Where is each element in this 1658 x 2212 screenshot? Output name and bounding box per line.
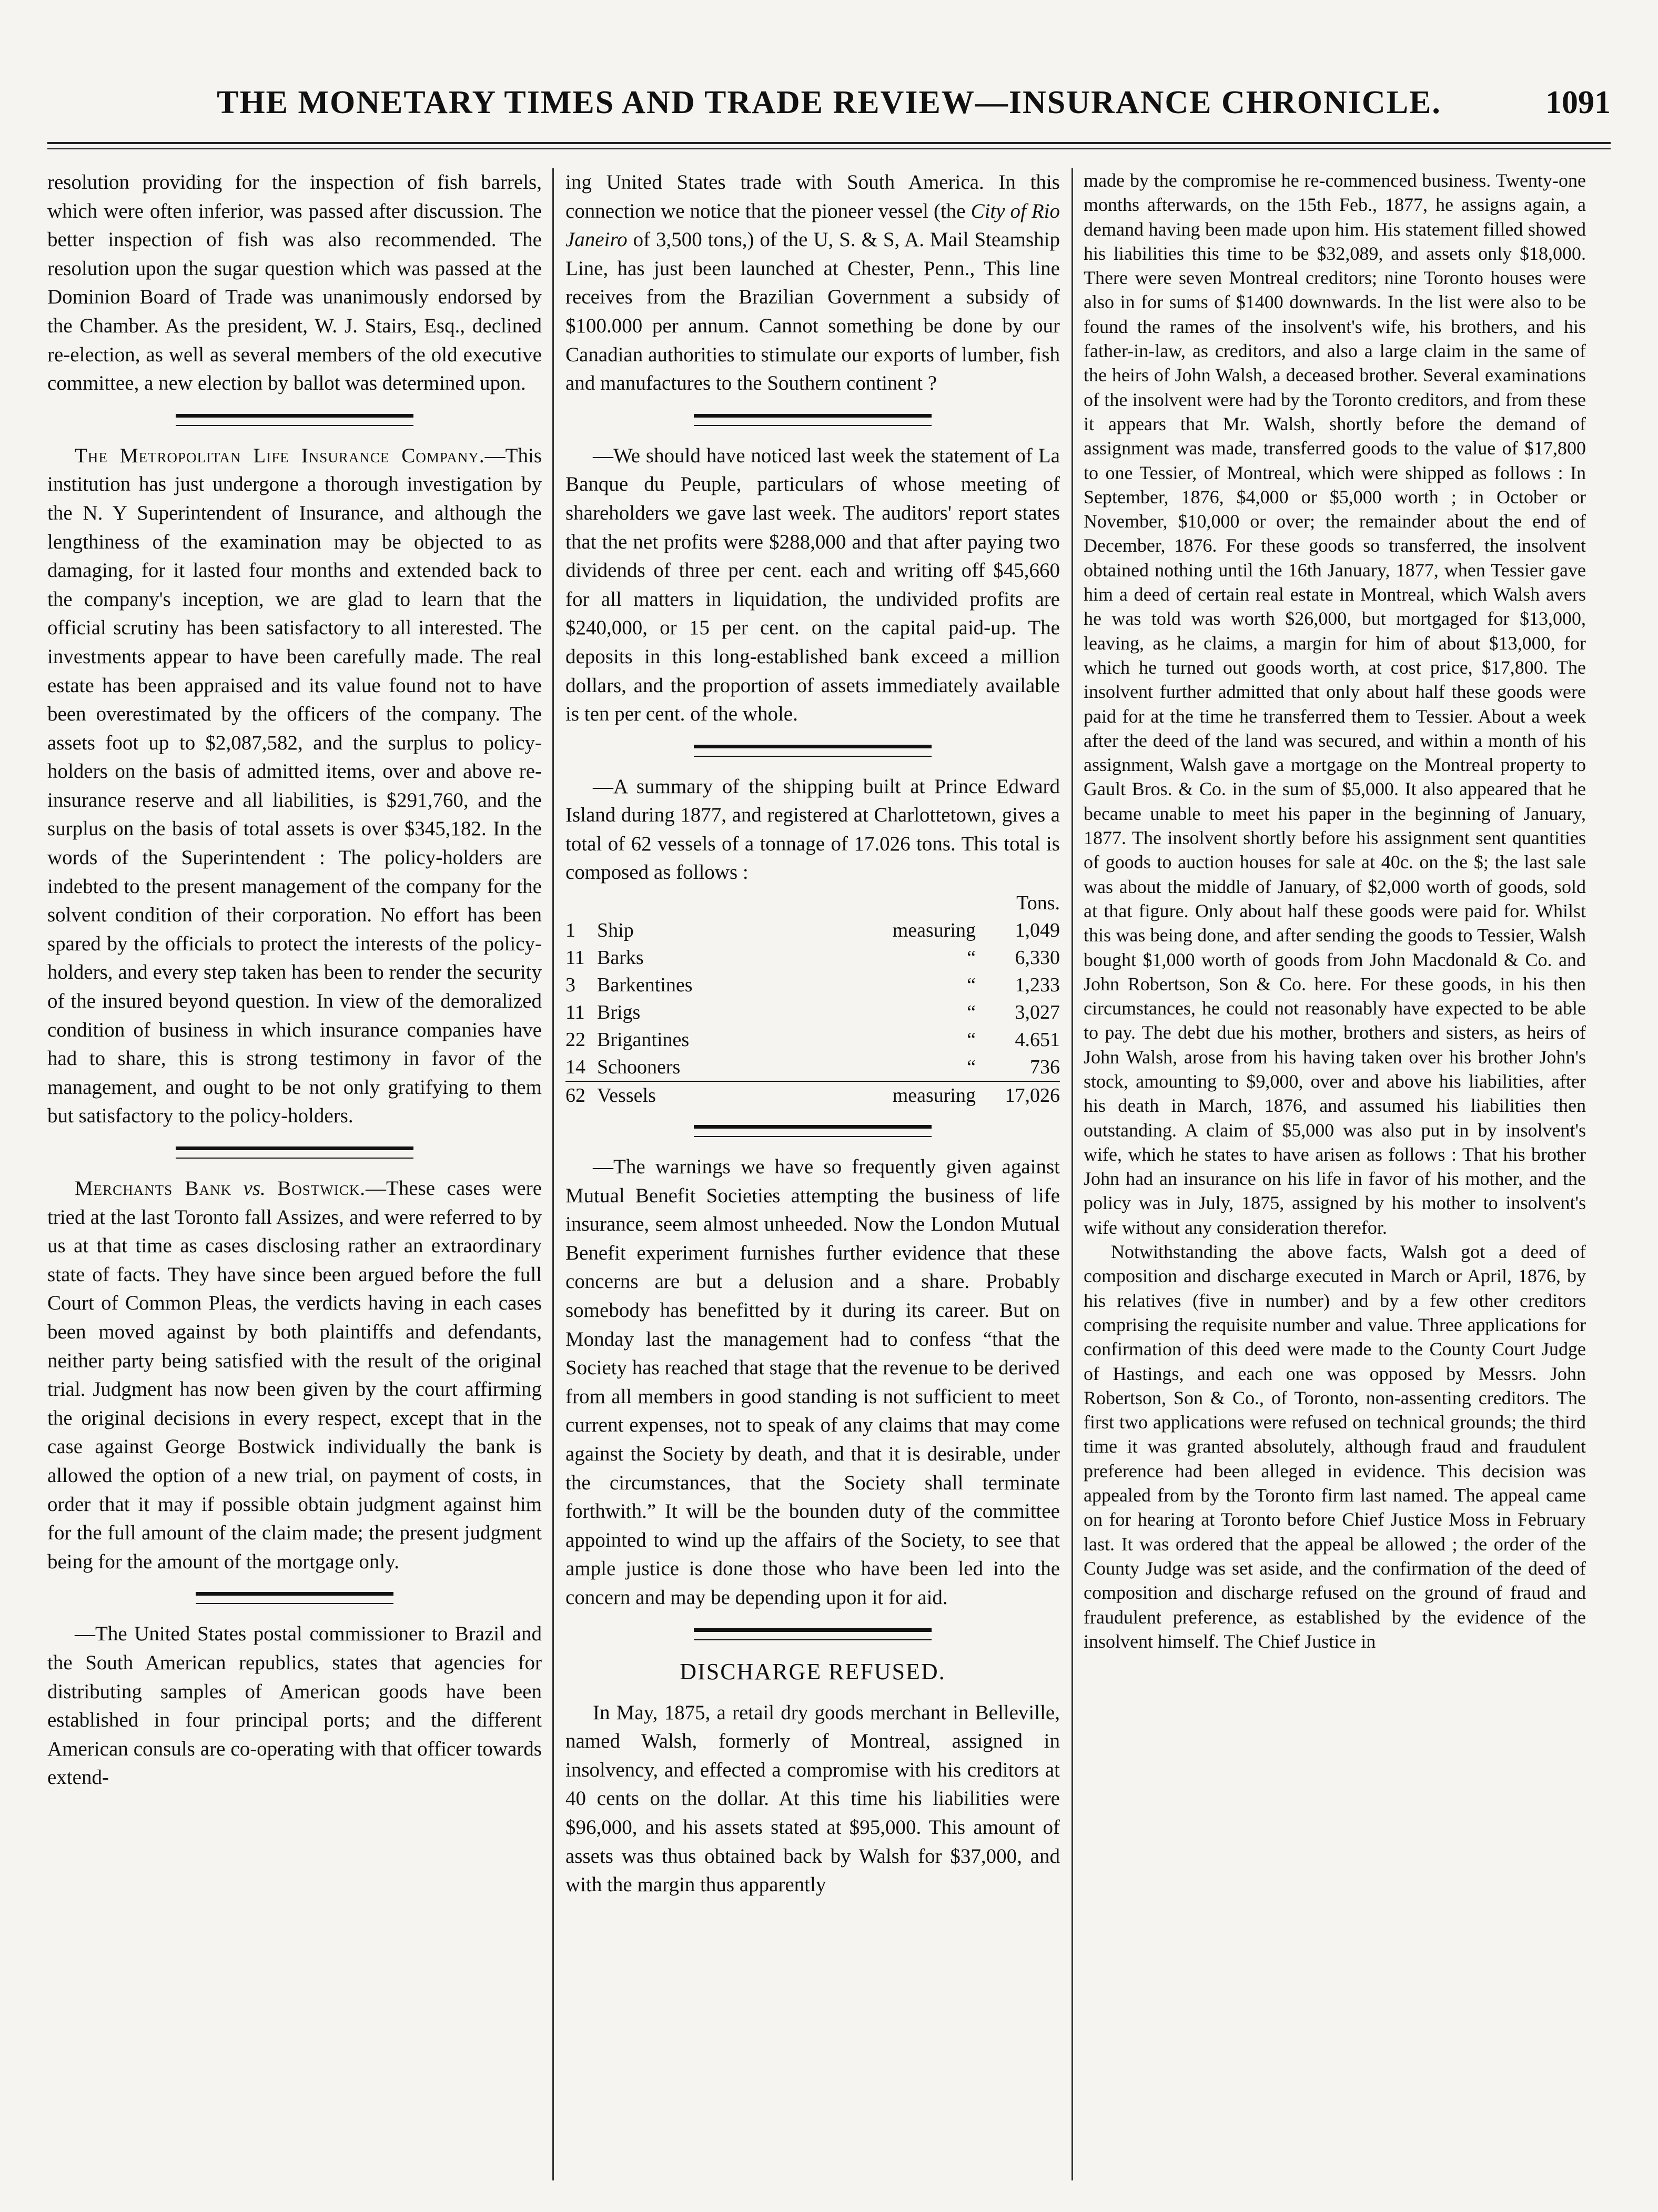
column-1 bbox=[47, 168, 542, 2180]
article-postal: —The United States postal commissioner to Brazil and the South American republics, states that agencies for distributing samples of American goods have been established in four principal ports; and the different American consuls are co-operating with that officer towards extend- bbox=[47, 1622, 542, 1789]
article-body: —This institution has just undergone a thorough investigation by the N. Y Superintendent of Insurance, and although the lengthiness of the examination may be objected to as damaging, for it lasted four months and extended back to the company's inception, we are glad to learn that the official scrutiny has been satisfactory to all interested. The investments appear to have been carefully made. The real estate has been appraised and its value found not to have been overestimated by the officers of the company. The assets foot up to $2,087,582, and the surplus to policy-holders on the basis of admitted items, over and above re-insurance reserve and all liabilities, is $291,760, and the surplus on the basis of total assets is over $345,182. In the words of the Superintendent : The policy-holders are indebted to the present management of the company for the solvent condition of their corporation. No effort has been spared by the officials to protect the interests of the policy-holders, and every step taken has been to render the security of the insured beyond question. In view of the demoralized condition of business in which insurance companies have had to share, this is strong testimony in favor of the management, and ought to be not only gratifying to them but satisfactory to the policy-holders. bbox=[47, 444, 542, 1128]
article-discharge: In May, 1875, a retail dry goods merchant in Belleville, named Walsh, formerly of Montreal, assigned in insolvency, and effected a compromise with his creditors at 40 cents on the dollar. At this time his liabilities were $96,000, and his assets stated at $95,000. This amount of assets was thus obtained back by Walsh for $37,000, and with the margin thus apparently bbox=[565, 1701, 1060, 1896]
section-separator bbox=[694, 1628, 931, 1640]
ship-name: City of Rio Janeiro bbox=[565, 199, 1060, 251]
column-2 bbox=[565, 168, 1060, 2180]
table-row: 11 Barks “ 6,330 bbox=[565, 947, 1060, 969]
table-row: 3 Barkentines “ 1,233 bbox=[565, 974, 1060, 997]
table-row: 22 Brigantines “ 4.651 bbox=[565, 1029, 1060, 1051]
column-3 bbox=[1084, 168, 1586, 2180]
versus-text: vs. bbox=[243, 1177, 266, 1200]
header-rule-thin bbox=[47, 148, 1611, 149]
section-separator bbox=[694, 414, 931, 426]
section-separator bbox=[176, 414, 413, 426]
shipping-table bbox=[565, 889, 1060, 1109]
section-separator bbox=[176, 1146, 413, 1159]
page-header bbox=[47, 84, 1611, 137]
page-number: 1091 bbox=[1545, 85, 1611, 120]
article-continuation: made by the compromise he re-commenced business. Twenty-one months afterwards, on the 15th Feb., 1877, he assigns again, a demand having been made upon him. His statement filled showed his liabilities this time to be $32,089, and assets only $18,000. There were seven Montreal creditors; nine Toronto houses were also in for sums of $1400 downwards. In the list were also to be found the rames of the insolvent's wife, his brothers, and his father-in-law, as creditors, and also a large claim in the same of the heirs of John Walsh, a deceased brother. Several examinations of the insolvent were had by the Toronto creditors, and from these it appears that Mr. Walsh, shortly before the demand of assignment was made, transferred goods to the value of $17,800 to one Tessier, of Montreal, which were shipped as follows : In September, 1876, $4,000 or $5,000 worth ; in October or November, $10,000 or over; the remainder about the end of December, 1876. For these goods so transferred, the insolvent obtained nothing until the 16th January, 1877, when Tessier gave him a deed of certain real estate in Montreal, which Walsh avers he was told was worth $26,000, but mortgaged for $13,000, leaving, as he claims, a margin for him of about $13,000, for which he turned out goods worth, at cost price, $17,800. The insolvent further admitted that only about half these goods were paid for at the time he transferred them to Tessier. About a week after the deed of the land was secured, and within a month of his assignment, Walsh gave a mortgage on the Montreal property to Gault Bros. & Co. in the sum of $5,000. It also appeared that he became unable to meet his paper in the beginning of January, 1877. The insolvent shortly before his assignment sent quantities of goods to auction houses for sale at 40c. on the $; the last sale was about the middle of January, of $2,000 worth of goods, sold at that figure. Only about half these goods were paid for. Whilst this was being done, and after sending the goods to Tessier, Walsh bought $1,000 worth of goods from John Macdonald & Co. and John Robertson, Son & Co. here. For these goods, in his then circumstances, he could not reasonably have expected to be able to pay. The debt due his mother, brothers and sisters, as heirs of John Walsh, arose from his having taken over his brother John's stock, amounting to $9,000, over and above his liabilities, after his death in March, 1876, and assumed his liabilities then outstanding. A claim of $5,000 was also put in by insolvent's wife, which he states to have arisen as follows : That his brother John had an insurance on his life in favor of his mother, and the policy was in July, 1875, assigned by his mother to insolvent's wife without any consideration therefor. bbox=[1084, 170, 1586, 1238]
article-lead: The Metropolitan Life Insurance Company. bbox=[75, 444, 485, 467]
masthead-title: THE MONETARY TIMES AND TRADE REVIEW—INSURANCE CHRONICLE. bbox=[217, 85, 1441, 120]
column-divider bbox=[552, 168, 554, 2180]
article-lead: Bostwick. bbox=[277, 1177, 366, 1200]
article-metropolitan bbox=[47, 442, 542, 1131]
section-separator bbox=[694, 1125, 931, 1137]
column-divider bbox=[1071, 168, 1073, 2180]
article-banque: —We should have noticed last week the statement of La Banque du Peuple, particulars of whose meeting of shareholders we gave last week. The auditors' report states that the net profits were $288,000 and that after paying two dividends of three per cent. each and writing off $45,660 for all matters in liquidation, the undivided profits are $240,000, or 15 per cent. on the capital paid-up. The deposits in this long-established bank exceed a million dollars, and the proportion of assets immediately available is ten per cent. of the whole. bbox=[565, 444, 1060, 726]
header-rule bbox=[47, 142, 1611, 144]
article-merchants-bank bbox=[47, 1174, 542, 1576]
table-row: 11 Brigs “ 3,027 bbox=[565, 1001, 1060, 1024]
article-warnings: —The warnings we have so frequently given against Mutual Benefit Societies attempting the business of life insurance, seem almost unheeded. Now the London Mutual Benefit experiment furnishes further evidence that these concerns are but a delusion and a share. Probably somebody has benefitted by it during its career. But on Monday last the management had to confess “that the Society has reached that stage that the revenue to be derived from all members in good standing is not sufficient to meet current expenses, not to speak of any claims that may come against the Society by death, and that it is desirable, under the circumstances, that the Society shall terminate forthwith.” It will be the bounden duty of the committee appointed to wind up the affairs of the Society, to see that ample justice is done those who have been led into the concern and may be depending upon it for aid. bbox=[565, 1155, 1060, 1609]
table-total-row: 62 Vessels measuring 17,026 bbox=[565, 1081, 1060, 1109]
table-row: 1 Ship measuring 1,049 bbox=[565, 919, 1060, 942]
section-heading: DISCHARGE REFUSED. bbox=[680, 1658, 946, 1685]
tons-header: Tons. bbox=[1016, 892, 1060, 915]
article-continuation: resolution providing for the inspection of fish barrels, which were often inferior, was passed after discussion. The better inspection of fish was also recommended. The resolution upon the sugar question which was passed at the Dominion Board of Trade was unanimously endorsed by the Chamber. As the president, W. J. Stairs, Esq., declined re-election, as well as several members of the old executive committee, a new election by ballot was determined upon. bbox=[47, 171, 542, 395]
article-body: —These cases were tried at the last Toronto fall Assizes, and were referred to by us at that time as cases disclosing rather an extraordinary state of facts. They have since been argued before the full Court of Common Pleas, the verdicts having in each cases been moved against by both plaintiffs and defendants, neither party being satisfied with the result of the original trial. Judgment has now been given by the court affirming the original decisions in every respect, except that in the case against George Bostwick individually the bank is allowed the option of a new trial, on payment of costs, in order that it may if possible obtain judgment against him for the full amount of the claim made; the present judgment being for the amount of the mortgage only. bbox=[47, 1177, 542, 1573]
article-shipping: —A summary of the shipping built at Prince Edward Island during 1877, and registered at Charlottetown, gives a total of 62 vessels of a tonnage of 17.026 tons. This total is composed as follows : bbox=[565, 775, 1060, 884]
article-paragraph: Notwithstanding the above facts, Walsh got a deed of composition and discharge executed in March or April, 1876, by his relatives (five in number) and by a few other creditors comprising the requisite number and value. Three applications for confirmation of this deed were made to the County Court Judge of Hastings, and each one was opposed by Messrs. John Robertson, Son & Co., of Toronto, non-assenting creditors. The first two applications were refused on technical grounds; the third time it was granted absolutely, although fraud and fraudulent preference had been alleged in evidence. This decision was appealed from by the Toronto firm last named. The appeal came on for hearing at Toronto before Chief Justice Moss in February last. It was ordered that the appeal be allowed ; the order of the County Judge was set aside, and the confirmation of the deed of composition and discharge refused on the ground of fraud and fraudulent preference, as established by the evidence of the insolvent himself. The Chief Justice in bbox=[1084, 1241, 1586, 1652]
article-continuation: ing United States trade with South America. In this connection we notice that the pioneer vessel (the City of Rio Janeiro of 3,500 tons,) of the U, S. & S, A. Mail Steamship Line, has just been launched at Chester, Penn., This line receives from the Brazilian Government a subsidy of $100.000 per annum. Cannot something be done by our Canadian authorities to stimulate our exports of lumber, fish and manufactures to the Southern continent ? bbox=[565, 171, 1060, 395]
table-row: 14 Schooners “ 736 bbox=[565, 1056, 1060, 1079]
article-lead: Merchants Bank bbox=[75, 1177, 232, 1200]
section-separator bbox=[694, 745, 931, 757]
section-separator bbox=[196, 1592, 393, 1604]
